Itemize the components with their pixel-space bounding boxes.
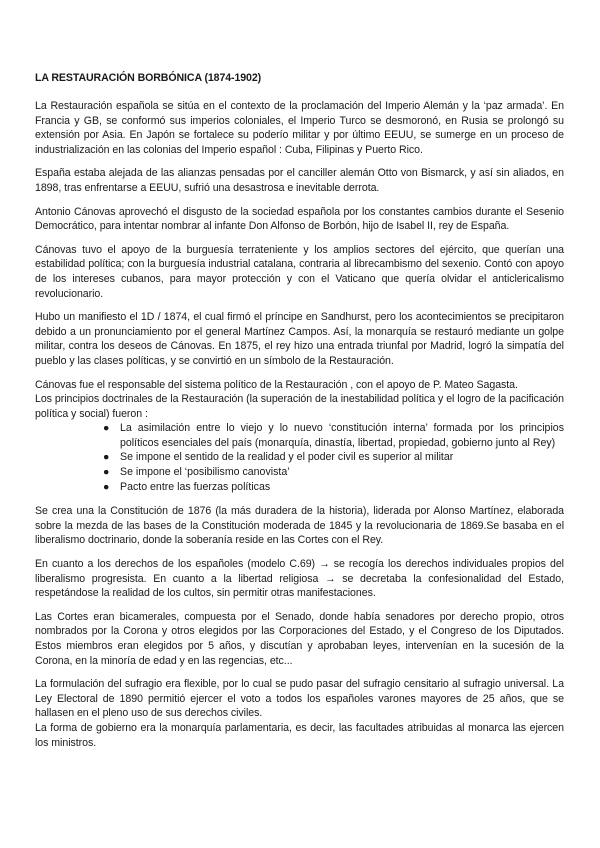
paragraph-support: Cánovas tuvo el apoyo de la burguesía terrateniente y los amplios sectores del ejército, que querían una estabilidad política; con la burguesía industrial catalana, contraria al librecambismo del sexenio. Contó con apoyo de los intereses cubanos, para mayor protección y con el Vaticano que quería olvidar el anticlericalismo revolucionario. [35, 243, 564, 300]
paragraph-context: La Restauración española se sitúa en el contexto de la proclamación del Imperio Alemán y la ‘paz armada’. En Francia y GB, se conformó sus imperios coloniales, el Imperio Turco se desmoronó, en Rusia se prolongó su extensión por Asia. En Japón se fortalece su poderío militar y por último EEUU, se sumerge en un proceso de industrialización en las colonias del Imperio español : Cuba, Filipinas y Puerto Rico. [35, 100, 564, 156]
paragraph-manifesto: Hubo un manifiesto el 1D / 1874, el cual firmó el príncipe en Sandhurst, pero los acontecimientos se precipitaron debido a un pronunciamiento por el general Martínez Campos. Así, la monarquía se restauró mediante un golpe militar, contra los deseos de Cánovas. En 1875, el rey hizo una entrada triunfal por Madrid, logró la simpatía del pueblo y las clases políticas, y se convirtió en un símbolo de la Restauración. [35, 311, 564, 367]
document-page [35, 71, 564, 750]
paragraph-suffrage: La formulación del sufragio era flexible, por lo cual se pudo pasar del sufragio censitario al sufragio universal. La Ley Electoral de 1890 permitió ejercer el voto a todos los españoles varones mayores de 25 años, que se hallasen en el pleno uso de sus derechos civiles. [35, 678, 564, 720]
list-item: ● La asimilación entre lo viejo y lo nuevo ‘constitución interna’ formada por los principios políticos esenciales del país (monarquía, dinastía, libertad, propiedad, gobierno junto al Rey) [103, 422, 564, 449]
bullet-icon: ● [103, 480, 110, 493]
paragraph-system: Cánovas fue el responsable del sistema político de la Restauración , con el apoyo de P. Mateo Sagasta. [35, 378, 518, 391]
paragraph-canovas: Antonio Cánovas aprovechó el disgusto de la sociedad española por los constantes cambios durante el Sesenio Democrático, para intentar nombrar al infante Don Alfonso de Borbón, hijo de Isabel II, rey de España. [35, 205, 564, 233]
bullet-icon: ● [103, 422, 110, 435]
list-item: ● Se impone el ‘posibilismo canovista’ [103, 466, 290, 479]
principles-list [35, 421, 564, 494]
list-item: ● Se impone el sentido de la realidad y el poder civil es superior al militar [103, 451, 454, 464]
paragraph-government: La forma de gobierno era la monarquía parlamentaria, es decir, las facultades atribuidas al monarca las ejercen los ministros. [35, 721, 564, 749]
bullet-icon: ● [103, 466, 110, 479]
paragraph-constitution: Se crea una la Constitución de 1876 (la más duradera de la historia), liderada por Alonso Martínez, elaborada sobre la mezda de las bases de la Constitución moderada de 1845 y la revolucionaria de 1869.Se basaba en el liberalismo doctrinario, donde la soberanía reside en las Cortes con el Rey. [35, 505, 564, 547]
document-title: LA RESTAURACIÓN BORBÓNICA (1874-1902) [35, 72, 262, 84]
bullet-icon: ● [103, 451, 110, 464]
list-item: ● Pacto entre las fuerzas políticas [103, 480, 271, 493]
paragraph-alliances: España estaba alejada de las alianzas pensadas por el canciller alemán Otto von Bismarck, y así sin aliados, en 1898, tras enfrentarse a EEUU, sufrió una desastrosa e inevitable derrota. [35, 167, 564, 194]
paragraph-cortes: Las Cortes eran bicamerales, compuesta por el Senado, donde había senadores por derecho propio, otros nombrados por la Corona y otros elegidos por las Corporaciones del Estado, y el Congreso de los Diputados. Estos miembros eran elegidos por 5 años, y discutían y aprobaban leyes, intervenían en la sucesión de la Corona, en la minoría de edad y en las regencias, etc... [35, 610, 564, 667]
paragraph-rights: En cuanto a los derechos de los españoles (modelo C.69) → se recogía los derechos individuales propios del liberalismo progresista. En cuanto a la libertad religiosa → se decretaba la confesionalidad del Estado, respetándose la realidad de los cultos, sin permitir otras manifestaciones. [35, 558, 564, 600]
paragraph-principles: Los principios doctrinales de la Restauración (la superación de la inestabilidad política y el logro de la pacificación política y social) fueron : [35, 393, 564, 420]
